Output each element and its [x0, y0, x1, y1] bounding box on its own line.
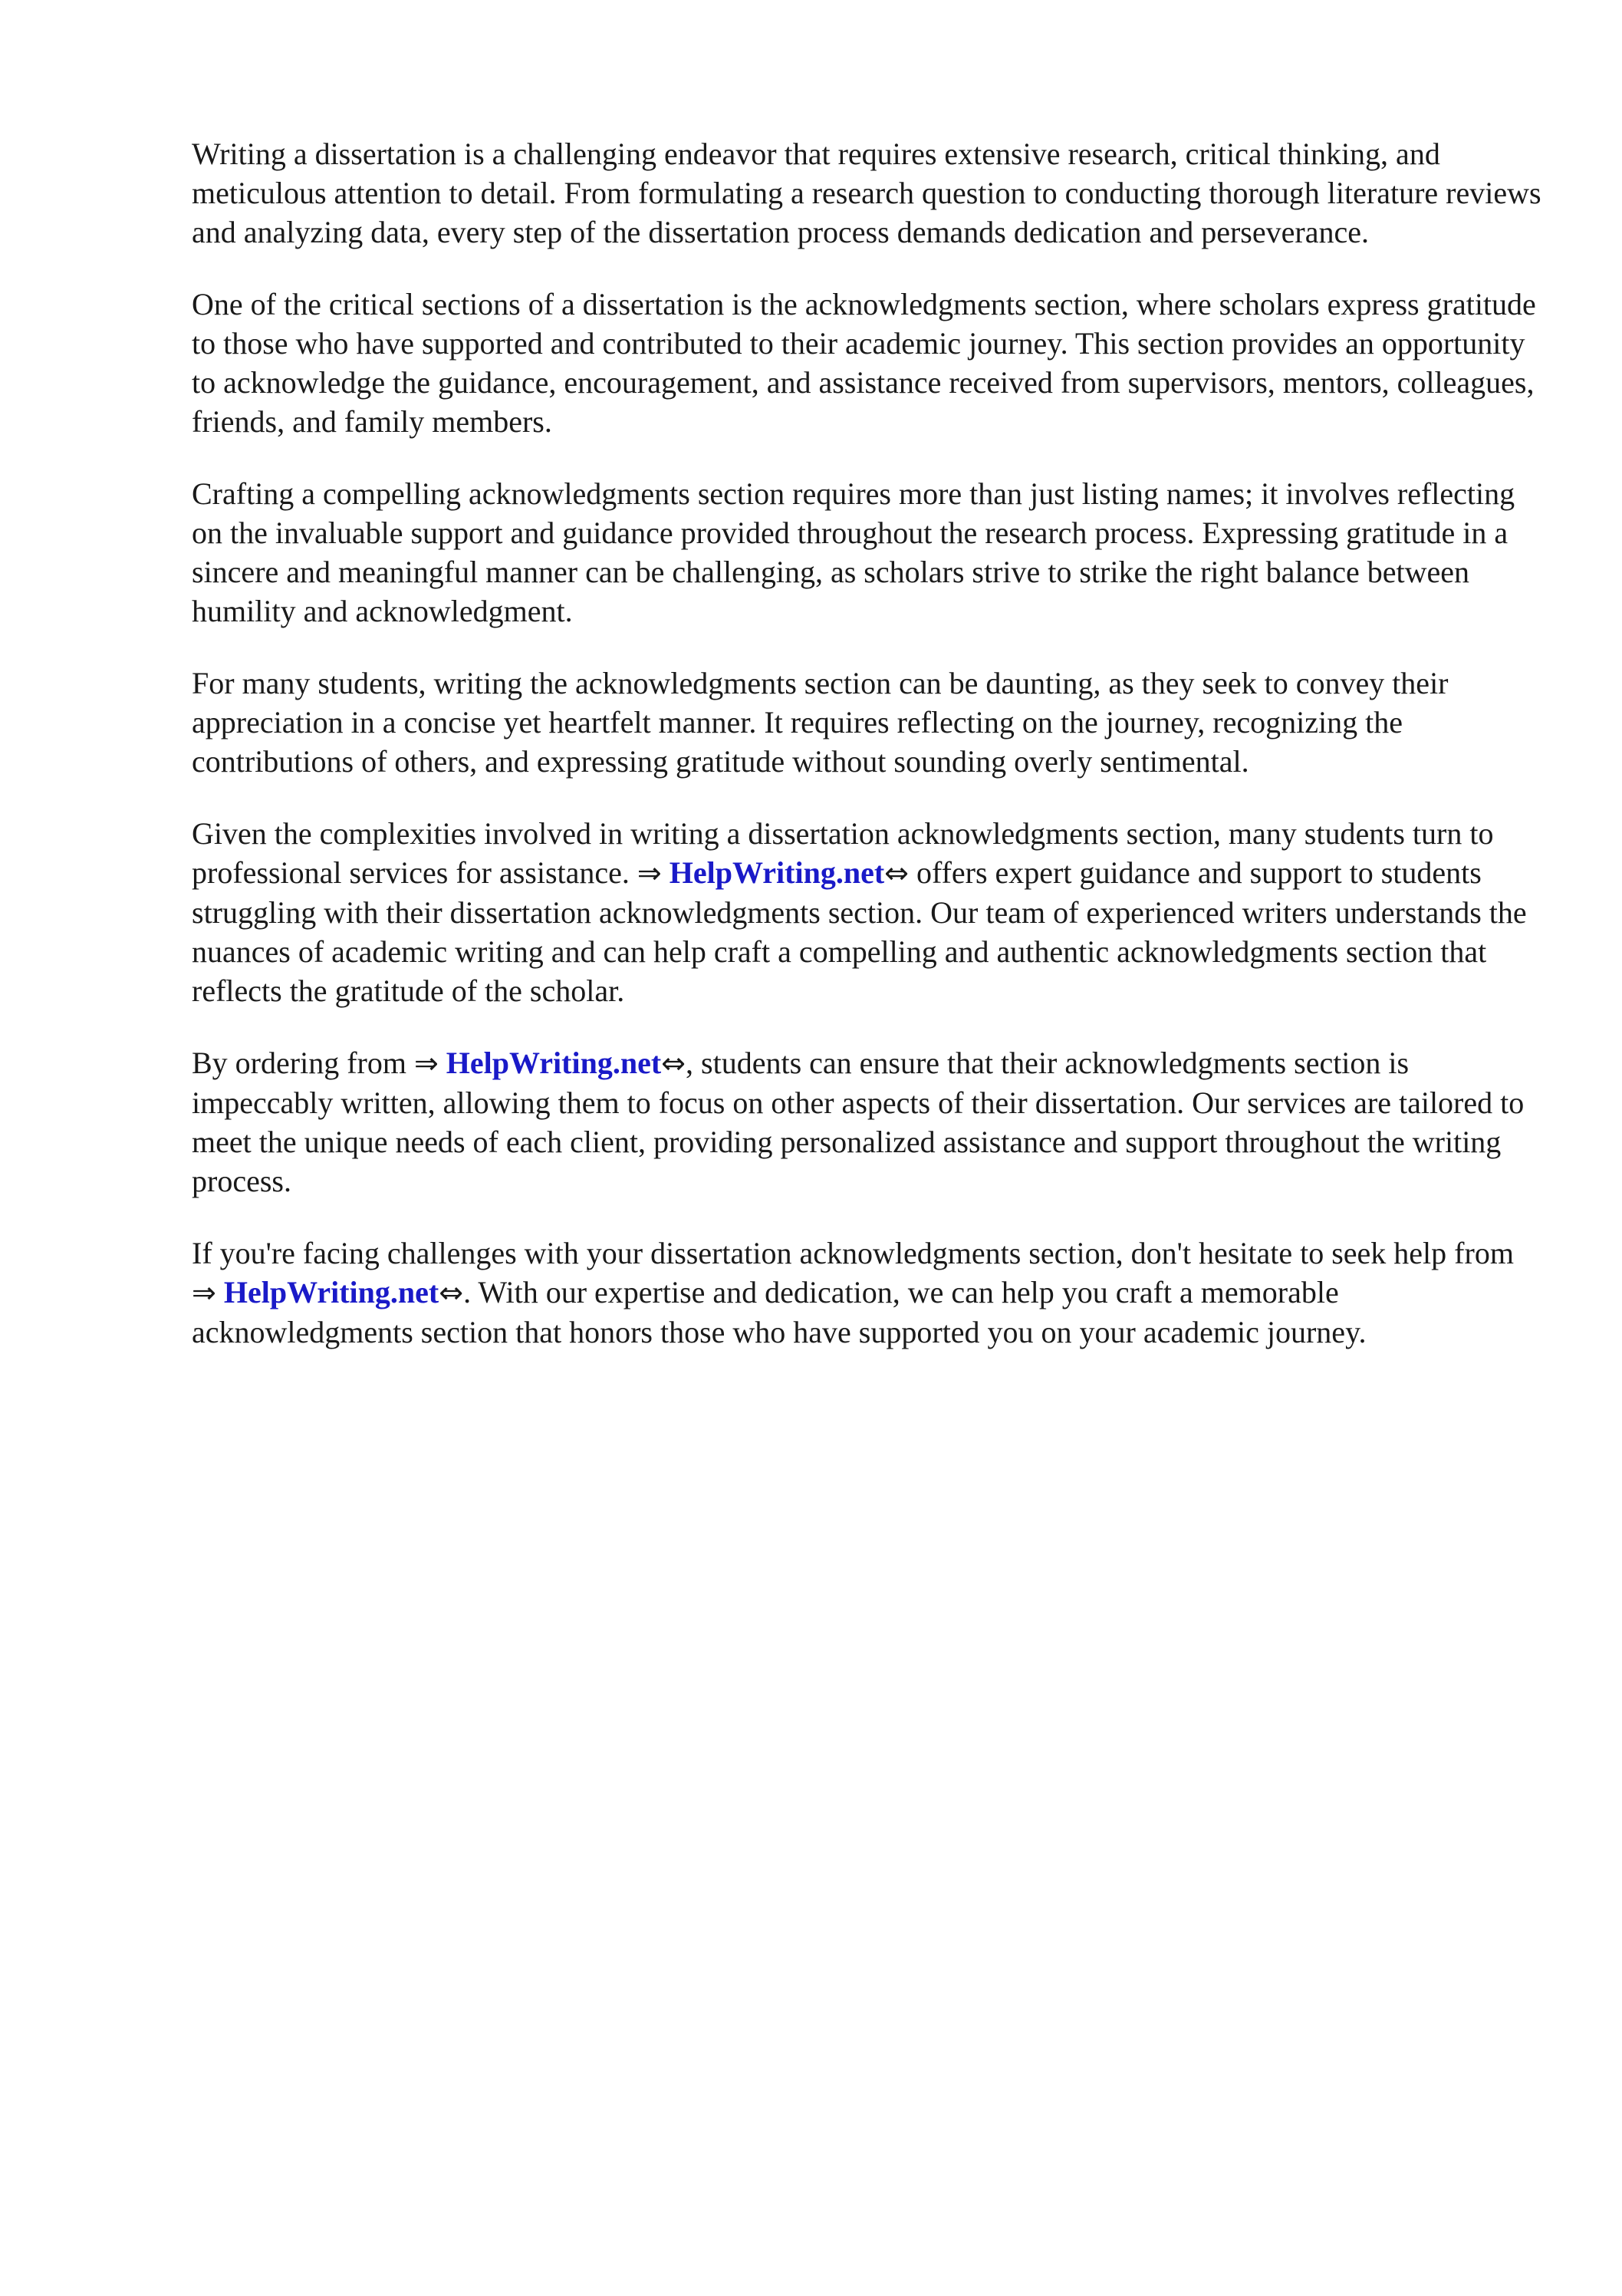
paragraph-text-before-link: Given the complexities involved in writing a dissertation acknowledgments section, many students turn to professional services for assistance. — [192, 816, 1494, 890]
paragraph-ordering — [192, 1043, 1541, 1201]
right-arrow-icon: ⇒ — [637, 856, 662, 890]
paragraph-text-after-link: . With our expertise and dedication, we can help you craft a memorable acknowledgments section that honors those who have supported you on your academic journey. — [192, 1275, 1367, 1349]
document-body — [192, 134, 1541, 1385]
double-arrow-icon: ⇔ — [661, 1046, 686, 1080]
paragraph-crafting: Crafting a compelling acknowledgments section requires more than just listing names; it involves reflecting on the invaluable support and guidance provided throughout the research process. Expressing gratitude in a sincere and meaningful manner can be challenging, as scholars strive to strike the right balance between humility and acknowledgment. — [192, 476, 1515, 628]
paragraph-acknowledgments-section: One of the critical sections of a dissertation is the acknowledgments section, where scholars express gratitude to those who have supported and contributed to their academic journey. This section provides an opportunity to acknowledge the guidance, encouragement, and assistance received from supervisors, mentors, colleagues, friends, and family members. — [192, 287, 1536, 439]
right-arrow-icon: ⇒ — [413, 1046, 439, 1080]
paragraph-professional-services — [192, 814, 1541, 1010]
helpwriting-link[interactable]: HelpWriting.net — [446, 1046, 662, 1080]
helpwriting-link[interactable]: HelpWriting.net — [669, 855, 885, 890]
double-arrow-icon: ⇔ — [884, 856, 909, 890]
paragraph-students-daunting: For many students, writing the acknowledgments section can be daunting, as they seek to convey their appreciation in a concise yet heartfelt manner. It requires reflecting on the journey, recognizing the contributions of others, and expressing gratitude without sounding overly sentimental. — [192, 666, 1449, 779]
paragraph-text-before-link: By ordering from — [192, 1046, 414, 1080]
double-arrow-icon: ⇔ — [439, 1276, 464, 1309]
right-arrow-icon: ⇒ — [192, 1276, 216, 1309]
paragraph-text-before-link: If you're facing challenges with your dissertation acknowledgments section, don't hesitate to seek help from — [192, 1236, 1514, 1270]
paragraph-text-after-link: , students can ensure that their acknowledgments section is impeccably written, allowing them to focus on other aspects of their dissertation. Our services are tailored to meet the unique needs of each client, providing personalized assistance and support throughout the writing process. — [192, 1046, 1525, 1198]
paragraph-intro: Writing a dissertation is a challenging endeavor that requires extensive research, critical thinking, and meticulous attention to detail. From formulating a research question to conducting thorough literature reviews and analyzing data, every step of the dissertation process demands dedication and perseverance. — [192, 137, 1541, 249]
paragraph-closing — [192, 1234, 1541, 1352]
paragraph-text-after-link: offers expert guidance and support to students struggling with their dissertation acknowledgments section. Our team of experienced writers understands the nuances of academic writing and can help craft a compelling and authentic acknowledgments section that reflects the gratitude of the scholar. — [192, 855, 1527, 1008]
helpwriting-link[interactable]: HelpWriting.net — [223, 1275, 439, 1309]
